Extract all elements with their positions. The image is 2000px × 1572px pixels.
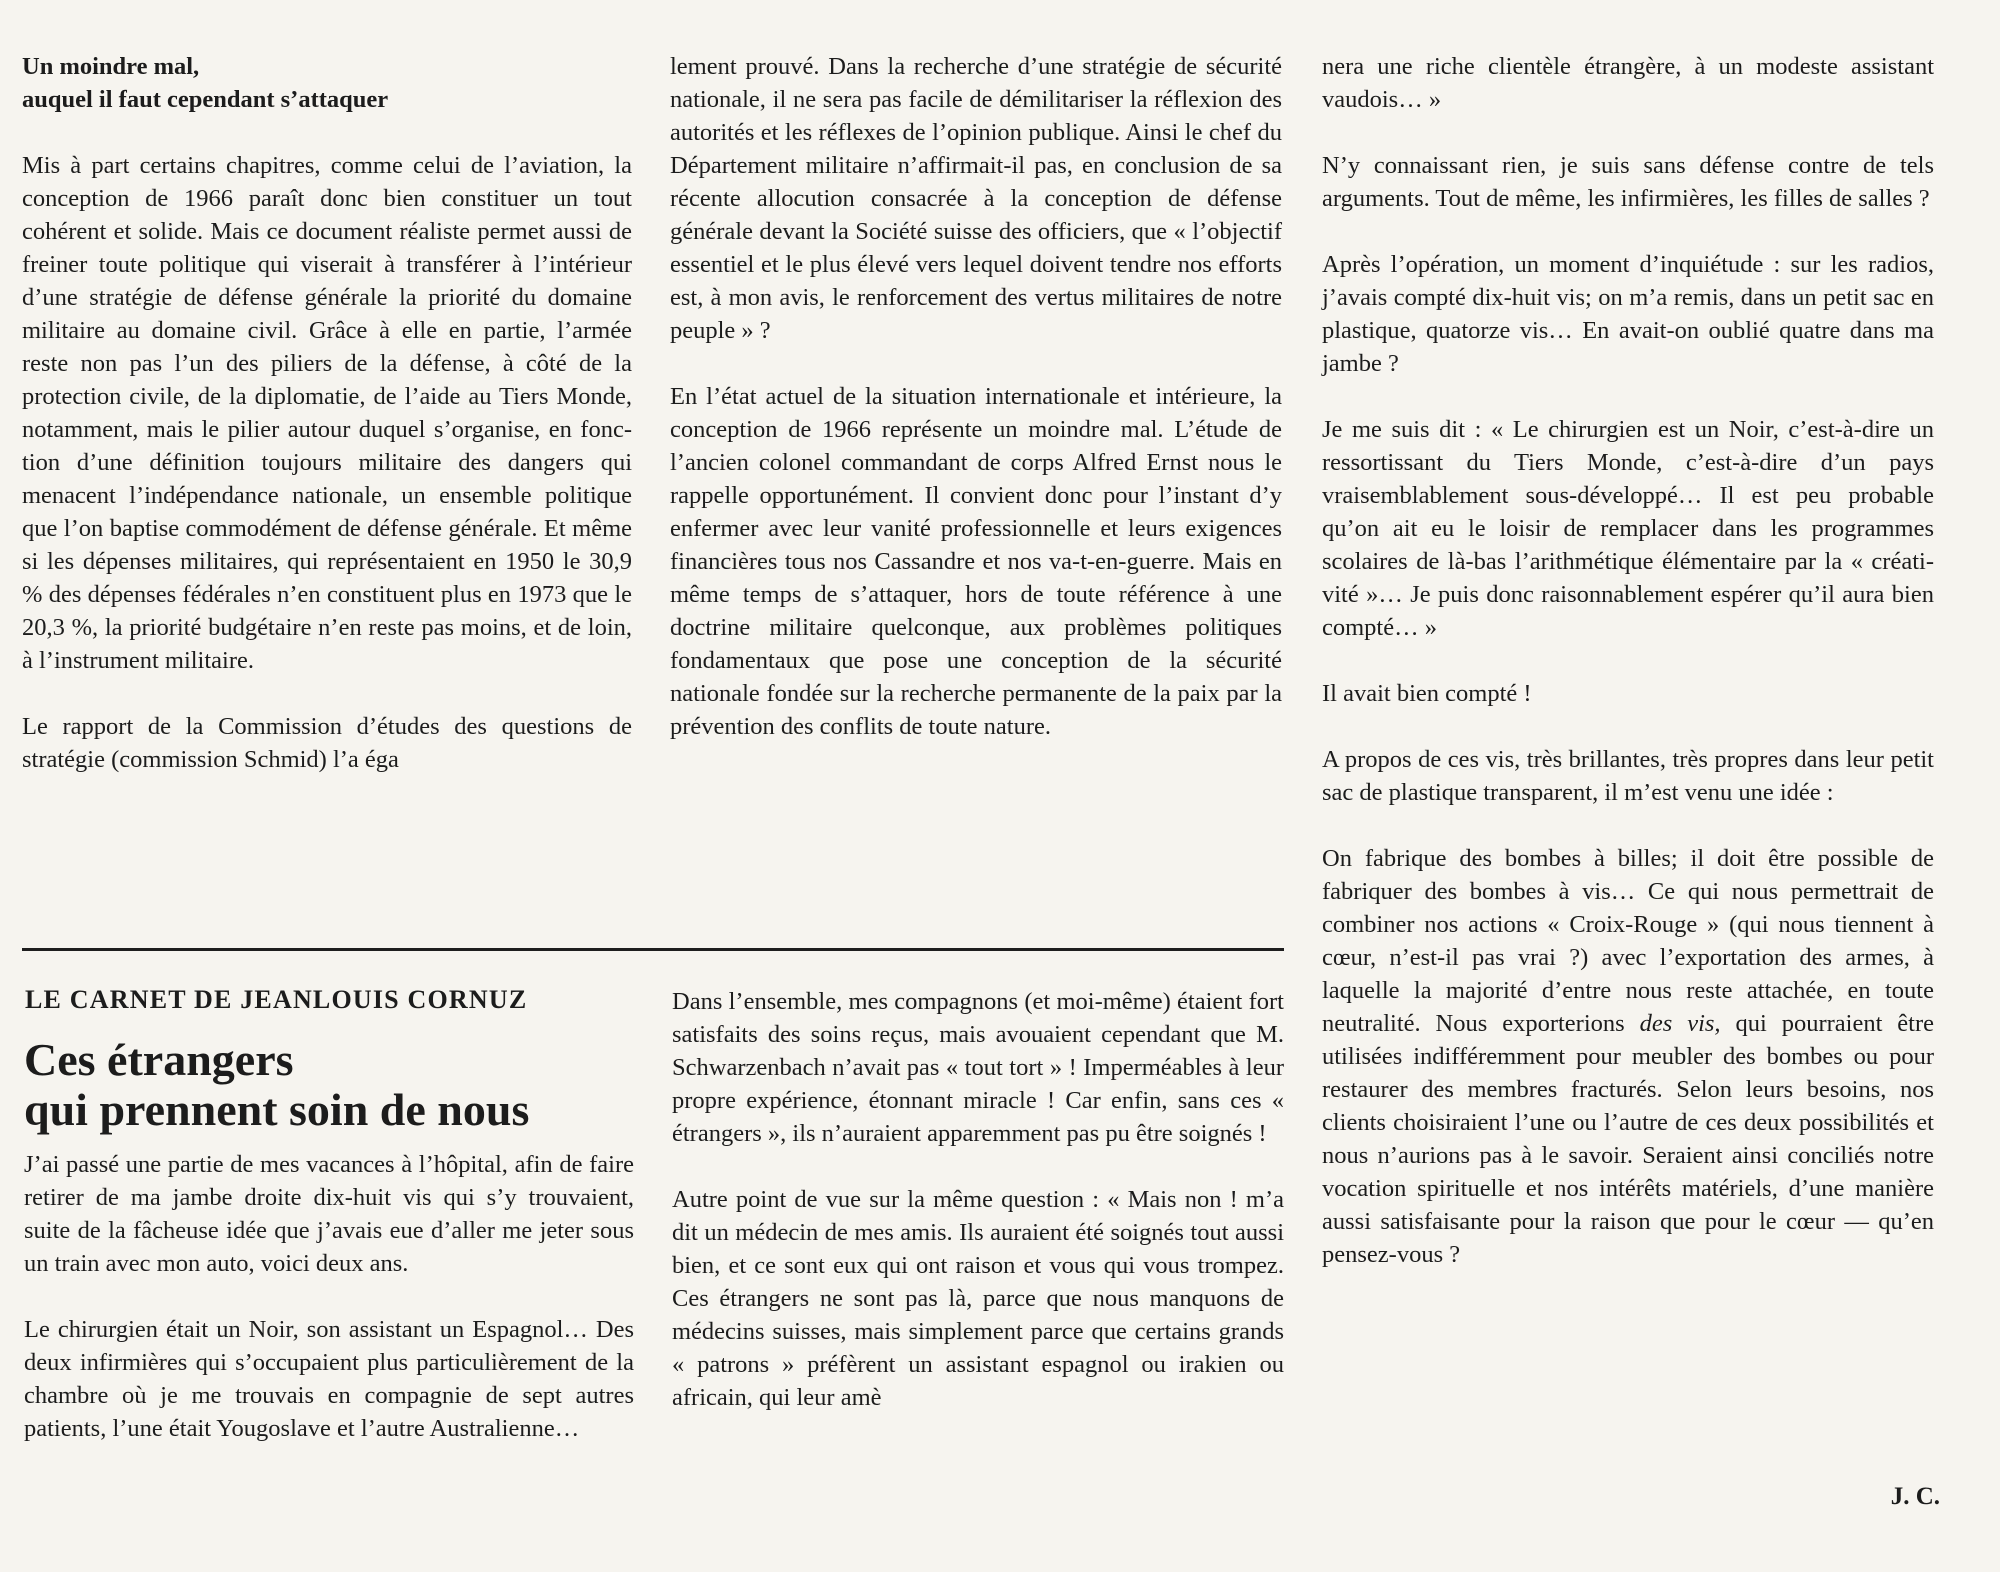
- paragraph: J’ai passé une partie de mes vacances à l’hôpital, afin de faire retirer de ma jambe droite dix-huit vis qui s’y trouvaient, suite de la fâcheuse idée que j’avais eue d’aller me jeter sous un train avec mon auto, voici deux ans.: [24, 1151, 634, 1277]
- paragraph: Il avait bien compté !: [1322, 680, 1532, 707]
- paragraph: Je me suis dit : « Le chirurgien est un Noir, c’est-à-dire un ressortissant du Tiers Monde, c’est-à-dire d’un pays vraisemblablement sous-développé… Il est peu probable qu’on ait eu le loisir de remplacer dans les programmes scolaires de là-bas l’arithmétique élémentaire par la « créativité »… Je puis donc raisonnablement espérer qu’il aura bien compté… »: [1322, 416, 1934, 641]
- paragraph: nera une riche clientèle étrangère, à un modeste assistant vaudois… »: [1322, 53, 1934, 113]
- paragraph-text: qui pourraient être utilisées indifféremment pour meubler des bombes ou pour restaurer des membres fracturés. Selon leurs besoins, nos clients choisiraient l’une ou l’autre de ces deux possibilités et nous n’aurions pas à le savoir. Seraient ainsi conciliés notre vocation spirituelle et nos intérêts matériels, d’une manière aussi satisfaisante pour la raison que pour le cœur — qu’en pensez-vous ?: [1322, 1010, 1935, 1268]
- paragraph: A propos de ces vis, très brillantes, très propres dans leur petit sac de plastique transparent, il m’est venu une idée :: [1322, 746, 1934, 806]
- paragraph: Après l’opération, un moment d’inquiétude : sur les radios, j’avais compté dix-huit vis; on m’a remis, dans un petit sac en plastique, quatorze vis… En avait-on oublié quatre dans ma jambe ?: [1322, 251, 1934, 377]
- headline-line-2: qui prennent soin de nous: [24, 1084, 530, 1135]
- carnet-column-2: [672, 985, 1284, 1414]
- subhead-line-1: Un moindre mal,: [22, 53, 200, 80]
- paragraph: Autre point de vue sur la même question : « Mais non ! m’a dit un médecin de mes amis. Ils auraient été soignés tout aussi bien, et ce sont eux qui ont raison et vous qui vous trompez. Ces étrangers ne sont pas là, parce que nous manquons de médecins suisses, mais simplement parce que certains grands « patrons » préfèrent un assistant espagnol ou irakien ou africain, qui leur amè: [672, 1186, 1284, 1411]
- carnet-column-1: [24, 1148, 634, 1445]
- column-kicker: LE CARNET DE JEANLOUIS CORNUZ: [25, 985, 528, 1014]
- paragraph: Mis à part certains chapitres, comme celui de l’aviation, la conception de 1966 paraît donc bien constituer un tout cohérent et solide. Mais ce document réaliste permet aussi de freiner toute politique qui viserait à transférer à l’intérieur d’une stratégie de défense générale la priorité du domaine militaire au domaine civil. Grâce à elle en partie, l’armée reste non pas l’un des piliers de la défense, à côté de la protection civile, de la diplomatie, de l’aide au Tiers Monde, notamment, mais le pilier autour duquel s’organise, en fonction d’une définition toujours militaire des dangers qui menacent l’indépendance nationale, un ensemble politique que l’on baptise commodément de défense générale. Et même si les dépenses militaires, qui représentaient en 1950 le 30,9 % des dépenses fédérales n’en constituent plus en 1973 que le 20,3 %, la priorité budgétaire n’en reste pas moins, et de loin, à l’instrument militaire.: [22, 152, 632, 674]
- paragraph: Le rapport de la Commission d’études des questions de stratégie (commission Schmid) l’a éga: [22, 713, 632, 773]
- top-article-column-2: [670, 50, 1282, 743]
- section-subhead: [22, 50, 632, 116]
- paragraph: lement prouvé. Dans la recherche d’une stratégie de sécurité nationale, il ne sera pas facile de démilitariser la réflexion des autorités et les réflexes de l’opinion publique. Ainsi le chef du Département militaire n’affirmait-il pas, en conclusion de sa récente allocution consacrée à la conception de défense générale devant la Société suisse des officiers, que « l’objectif essentiel et le plus élevé vers lequel doivent tendre nos efforts est, à mon avis, le renforcement des vertus militaires de notre peuple » ?: [670, 53, 1282, 344]
- paragraph: Dans l’ensemble, mes compagnons (et moi-même) étaient fort satisfaits des soins reçus, mais avouaient cependant que M. Schwarzenbach n’avait pas « tout tort » ! Imperméables à leur propre expérience, étonnant miracle ! Car enfin, sans ces « étrangers », ils n’auraient apparemment pas pu être soignés !: [672, 988, 1284, 1147]
- paragraph: N’y connaissant rien, je suis sans défense contre de tels arguments. Tout de même, les infirmières, les filles de salles ?: [1322, 152, 1934, 212]
- paragraph: Le chirurgien était un Noir, son assistant un Espagnol… Des deux infirmières qui s’occupaient plus particulièrement de la chambre où je me trouvais en compagnie de sept autres patients, l’une était Yougoslave et l’autre Australienne…: [24, 1316, 634, 1442]
- article-headline: [24, 1035, 664, 1135]
- paragraph-text: On fabrique des bombes à billes; il doit être possible de fabriquer des bombes à vis… Ce qui nous permettrait de combiner nos actions « Croix-Rouge » (qui nous tiennent à cœur, n’est-il pas vrai ?) avec l’exportation des armes, à laquelle la majorité d’entre nous reste attachée, en toute neutralité. Nous exporterions: [1322, 845, 1934, 1037]
- headline-line-1: Ces étrangers: [24, 1034, 294, 1085]
- carnet-column-3: [1322, 50, 1934, 1271]
- section-divider: [22, 948, 1284, 951]
- top-article-column-1: [22, 50, 632, 776]
- author-signature: J. C.: [1890, 1483, 1940, 1510]
- subhead-line-2: auquel il faut cependant s’attaquer: [22, 86, 389, 113]
- paragraph: En l’état actuel de la situation internationale et intérieure, la conception de 1966 représente un moindre mal. L’étude de l’ancien colonel commandant de corps Alfred Ernst nous le rappelle opportunément. Il convient donc pour l’instant d’y enfermer avec leur vanité professionnelle et leurs exigences financières tous nos Cassandre et nos va-t-en-guerre. Mais en même temps de s’attaquer, hors de toute référence à une doctrine militaire quelconque, aux problèmes politiques fondamentaux que pose une conception de la sécurité nationale fondée sur la recherche permanente de la paix par la prévention des conflits de toute nature.: [670, 383, 1282, 740]
- emphasis-text: des vis,: [1639, 1010, 1721, 1037]
- paragraph: [1322, 842, 1934, 1271]
